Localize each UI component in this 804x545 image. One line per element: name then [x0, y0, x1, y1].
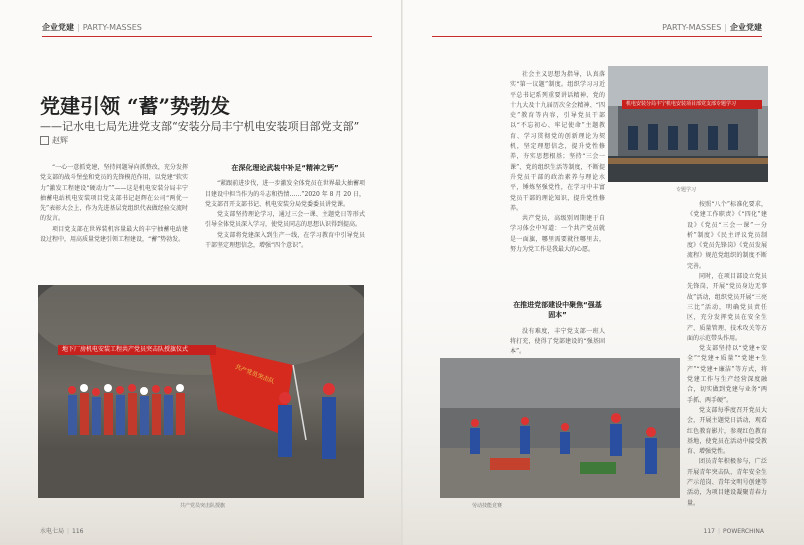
subsection-heading: 在推进党部建设中聚焦“强基固本” [513, 301, 602, 320]
left-running-header: 企业党建 | PARTY-MASSES [42, 23, 142, 32]
flag-text: 共产党员突击队 [233, 363, 276, 386]
section-english: PARTY-MASSES [662, 23, 722, 32]
column-3-top [510, 70, 605, 255]
column-2 [205, 163, 365, 251]
section-name: 企业党建 [42, 23, 74, 32]
article-subtitle: ——记水电七局先进党支部“安装分局丰宁机电安装项目部党支部” [40, 120, 360, 133]
page-number: 116 [72, 528, 84, 535]
paragraph: 团员青年积极参与，广泛开展青年突击队、青年安全生产示范岗、青年文明号创建等活动，为项目建设凝聚青春力量。 [687, 458, 767, 507]
section-name: 企业党建 [730, 23, 762, 32]
photo-art [440, 358, 680, 498]
header-rule [432, 36, 762, 37]
right-running-header: PARTY-MASSES | 企业党建 [662, 23, 762, 32]
paragraph: 项目党支部在世界装机容量最大的丰宁抽蓄电站建设过程中，用高质量党建引领工程建设，“蓄”势勃发。 [40, 225, 188, 244]
photo-caption: 专题学习 [676, 187, 697, 193]
subsection-heading: 在深化理论武装中补足“精神之钙” [231, 164, 339, 172]
author-icon [40, 136, 49, 145]
paragraph: 没有难度，丰宁党支部一班人将打充，使得了党部建设的“强基固本”。 [510, 327, 605, 356]
photo-caption: 劳动技能竞赛 [472, 503, 503, 509]
article-title: 党建引领 “蓄”势勃发 [40, 94, 230, 118]
photo-art [608, 66, 768, 182]
column-1 [40, 163, 188, 245]
left-folio: 水电七局 | 116 [40, 528, 84, 535]
magazine-name: 水电七局 [40, 528, 65, 535]
photo-banner: 地下厂房机电安装工程共产党员突击队授旗仪式 [58, 345, 216, 355]
photo-art [38, 285, 364, 498]
magazine-name: POWERCHINA [723, 528, 764, 535]
column-4 [687, 200, 767, 509]
header-rule [42, 36, 372, 37]
paragraph: 党支部将党建深入到生产一线，在学习教育中引导党员干部坚定理想信念，增强“四个意识”。 [205, 231, 365, 250]
section-english: PARTY-MASSES [82, 23, 142, 32]
paragraph: 党支部坚持以“党建+安全”“党建+质量”“党建+生产”“党建+廉洁”等方式，将党建工作与生产经营深度融合，切实做到党建与业务“两手抓、两手硬”。 [687, 345, 767, 404]
page-number: 117 [703, 528, 715, 535]
paragraph: “紧跟前进步伐，进一步激发全体党员在世界最大抽蓄项目建设中担当作为的斗志和热情……”2020 年 8 月 20 日，党支部召开支部书记、机电安装分局党委委员讲党课。 [205, 180, 365, 208]
right-page [402, 0, 804, 545]
skills-competition-photo [440, 358, 680, 498]
paragraph: 社会主义思想为指导，认真落实“第一议题”制度。组织学习习近平总书记系列重要讲话精神、党的十九大及十九届历次全会精神、“四史”教育等内容，引导党员干部以“不忘初心、牢记使命”主题教育、学习贯彻党的创新理论为契机，坚定理想信念，提升党性修养，夯实思想根基；坚持“三会一课”、党的组织生活等制度，不断提升党员干部的政治素养与理论水平，锤炼坚强党性，在学习中丰富党员干部的理论知识，提升党性修养。 [510, 71, 605, 212]
meeting-photo [608, 66, 768, 182]
flag-ceremony-photo [38, 285, 364, 498]
paragraph: 共产党员，高级别周期建于自学习体会中写道：一个共产党员就是一面旗，哪里需要就往哪里去，努力为党工作是我最大的心愿。 [510, 215, 605, 254]
photo-caption: 共产党员突击队授旗 [180, 503, 226, 509]
right-folio: 117 | POWERCHINA [703, 528, 764, 535]
paragraph: 按照“八个”标准化要求，《党建工作职责》《“四化”建设》《党员“三会一课”一分析”制度》《民主评议党员制度》《党员先锋岗》《党员发展流程》规范党组织的制度不断完善。 [687, 201, 767, 270]
paragraph: 同时，在项目部设立党员先锋岗，开展“党员身边无事故”活动，组织党员开展“三亮三比”活动，明确党员责任区，充分发挥党员在安全生产、质量管理、技术攻关等方面的示范带头作用。 [687, 273, 767, 342]
paragraph: 党支部坚持理论学习，通过三会一课、主题党日等形式引导全体党员深入学习，使党员同志的思想认识得到提高。 [205, 211, 365, 229]
paragraph: 党支部每季度召开党员大会，开展主题党日活动，观看红色教育影片，参观红色教育基地，使党员在活动中接受教育、增强党性。 [687, 406, 767, 456]
paragraph: “一心一意抓党建，坚持问题导向抓整改，充分发挥党支部的战斗堡垒和党员的先锋模范作用，以党建“软实力”激发工程建设“硬动力””——这是机电安装分局丰宁抽蓄电站机电安装项目党支部书记赵辉在公司“两优一先”表彰大会上，作为先进基层党组织代表做经验交流时的发言。 [40, 164, 188, 223]
author-line [40, 135, 68, 146]
author-name: 赵辉 [52, 136, 68, 145]
photo-banner: 机电安装分局丰宁机电安装项目部党支部专题学习 [622, 100, 762, 109]
column-3-bottom [510, 300, 605, 357]
